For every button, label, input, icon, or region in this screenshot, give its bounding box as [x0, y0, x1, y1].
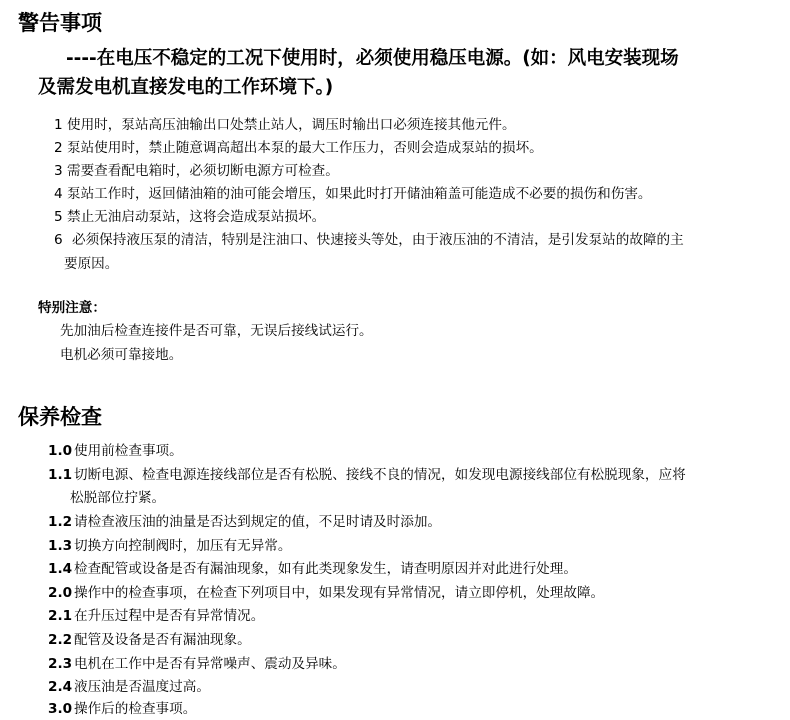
item-number: 1.1: [48, 467, 73, 483]
warning-heading: 警告事项: [18, 11, 102, 35]
maintenance-item-1-0: [48, 441, 183, 461]
item-text: 操作中的检查事项，在检查下列项目中，如果发现有异常情况，请立即停机，处理故障。: [74, 585, 605, 601]
item-text: 使用时，泵站高压油输出口处禁止站人，调压时输出口必须连接其他元件。: [67, 117, 516, 133]
item-text: 操作后的检查事项。: [74, 701, 197, 717]
special-note-line-2: 电机必须可靠接地。: [60, 347, 183, 363]
maintenance-item-2-1: [48, 606, 264, 626]
item-number: 1.2: [48, 514, 73, 530]
maintenance-item-2-3: [48, 654, 346, 674]
warning-item-4: [54, 184, 652, 204]
item-number: 1: [54, 117, 63, 133]
item-text: 液压油是否温度过高。: [74, 679, 210, 695]
item-number: 5: [54, 209, 63, 225]
item-number: 3.0: [48, 701, 73, 717]
special-note-heading: 特别注意：: [38, 300, 106, 316]
item-number: 3: [54, 163, 63, 179]
warning-item-5: [54, 207, 325, 227]
item-text: 泵站使用时，禁止随意调高超出本泵的最大工作压力，否则会造成泵站的损坏。: [67, 140, 543, 156]
item-number: 4: [54, 186, 63, 202]
item-text: 检查配管或设备是否有漏油现象，如有此类现象发生，请查明原因并对此进行处理。: [74, 561, 577, 577]
maintenance-item-1-2: [48, 512, 441, 532]
special-note-line-1: 先加油后检查连接件是否可靠，无误后接线试运行。: [60, 323, 373, 339]
item-text: 配管及设备是否有漏油现象。: [74, 632, 251, 648]
maintenance-item-3-0: [48, 699, 196, 719]
item-number: 2.2: [48, 632, 73, 648]
item-number: 2: [54, 140, 63, 156]
warning-intro-line2: 及需发电机直接发电的工作环境下。): [38, 77, 334, 98]
warning-item-1: [54, 115, 516, 135]
maintenance-item-2-2: [48, 630, 251, 650]
item-text: 泵站工作时，返回储油箱的油可能会增压，如果此时打开储油箱盖可能造成不必要的损伤和伤害。: [67, 186, 652, 202]
item-text: 在升压过程中是否有异常情况。: [74, 608, 265, 624]
item-number: 2.1: [48, 608, 73, 624]
item-number: 2.3: [48, 656, 73, 672]
maintenance-item-2-0: [48, 583, 604, 603]
maintenance-item-1-1-continuation: 松脱部位拧紧。: [70, 490, 166, 506]
maintenance-item-1-3: [48, 536, 292, 556]
warning-item-6: [54, 230, 684, 250]
maintenance-item-1-4: [48, 559, 577, 579]
item-number: 2.4: [48, 679, 73, 695]
warning-intro-line1: ----在电压不稳定的工况下使用时，必须使用稳压电源。(如：风电安装现场: [66, 48, 679, 69]
item-text: 切换方向控制阀时，加压有无异常。: [74, 538, 292, 554]
item-number: 1.0: [48, 443, 73, 459]
warning-item-3: [54, 161, 339, 181]
item-text: 使用前检查事项。: [74, 443, 183, 459]
maintenance-heading: 保养检查: [18, 405, 102, 429]
maintenance-item-2-4: [48, 677, 210, 697]
warning-item-6-continuation: 要原因。: [64, 256, 119, 272]
item-number: 1.4: [48, 561, 73, 577]
item-number: 1.3: [48, 538, 73, 554]
item-text: 切断电源、检查电源连接线部位是否有松脱、接线不良的情况，如发现电源接线部位有松脱现象，应将: [74, 467, 686, 483]
warning-item-2: [54, 138, 543, 158]
item-text: 需要查看配电箱时，必须切断电源方可检查。: [67, 163, 339, 179]
item-text: 禁止无油启动泵站，这将会造成泵站损坏。: [67, 209, 326, 225]
item-text: 请检查液压油的油量是否达到规定的值，不足时请及时添加。: [74, 514, 442, 530]
item-text: 电机在工作中是否有异常噪声、震动及异味。: [74, 656, 346, 672]
item-number: 2.0: [48, 585, 73, 601]
maintenance-item-1-1: [48, 465, 686, 485]
item-number: 6: [54, 232, 63, 248]
item-text: 必须保持液压泵的清洁，特别是注油口、快速接头等处，由于液压油的不清洁，是引发泵站的故障的主: [72, 232, 684, 248]
